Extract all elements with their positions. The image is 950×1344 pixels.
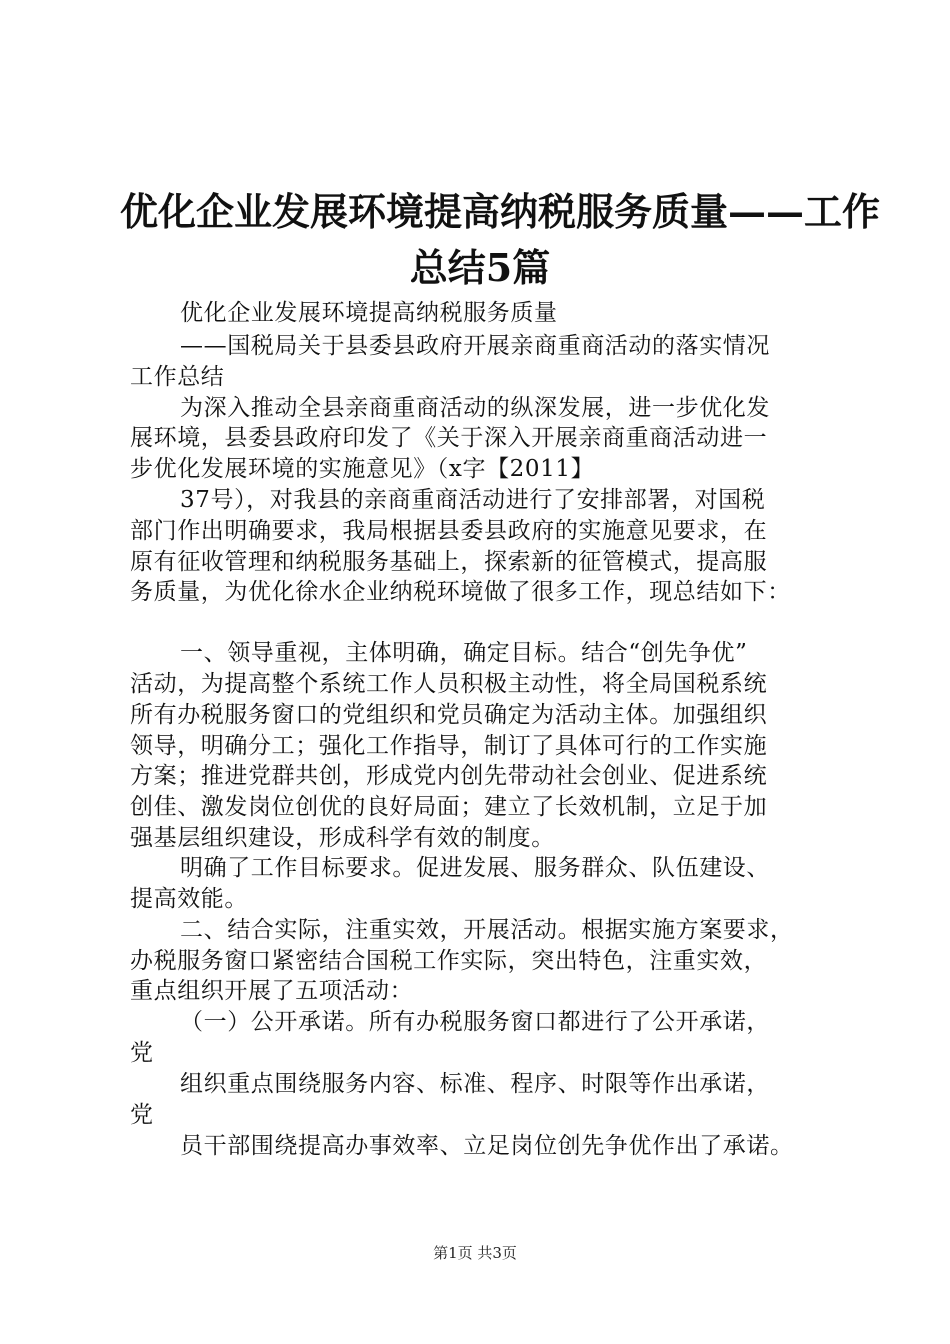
subtitle-line: ——国税局关于县委县政府开展亲商重商活动的落实情况 <box>180 333 770 359</box>
page-number-footer: 第1页 共3页 <box>433 1244 517 1262</box>
paragraph-line: 明确了工作目标要求。促进发展、服务群众、队伍建设、 <box>180 855 770 881</box>
paragraph-line: 党 <box>130 1102 154 1128</box>
paragraph-line: 强基层组织建设，形成科学有效的制度。 <box>130 825 555 851</box>
paragraph-line: 创佳、激发岗位创优的良好局面；建立了长效机制，立足于加 <box>130 794 768 820</box>
paragraph-line: 活动，为提高整个系统工作人员积极主动性，将全局国税系统 <box>130 671 768 697</box>
paragraph-line: 37号），对我县的亲商重商活动进行了安排部署，对国税 <box>180 487 766 513</box>
paragraph-line: 展环境，县委县政府印发了《关于深入开展亲商重商活动进一 <box>130 425 768 451</box>
paragraph-line: （一）公开承诺。所有办税服务窗口都进行了公开承诺， <box>180 1009 770 1035</box>
paragraph-line: 部门作出明确要求，我局根据县委县政府的实施意见要求，在 <box>130 518 768 544</box>
paragraph-line: 步优化发展环境的实施意见》（x字【2011】 <box>130 456 595 482</box>
document-title-line-1: 优化企业发展环境提高纳税服务质量——工作 <box>120 189 881 234</box>
paragraph-line: 务质量，为优化徐水企业纳税环境做了很多工作，现总结如下： <box>130 579 791 605</box>
paragraph-line: 员干部围绕提高办事效率、立足岗位创先争优作出了承诺。 <box>180 1133 794 1159</box>
paragraph-line: 原有征收管理和纳税服务基础上，探索新的征管模式，提高服 <box>130 549 768 575</box>
paragraph-line: 为深入推动全县亲商重商活动的纵深发展，进一步优化发 <box>180 395 770 421</box>
paragraph-line: 党 <box>130 1040 154 1066</box>
paragraph-line: 所有办税服务窗口的党组织和党员确定为活动主体。加强组织 <box>130 702 768 728</box>
document-title-line-2: 总结5篇 <box>409 245 551 290</box>
paragraph-line: 方案；推进党群共创，形成党内创先带动社会创业、促进系统 <box>130 763 768 789</box>
subtitle-line: 优化企业发展环境提高纳税服务质量 <box>180 300 558 326</box>
paragraph-line: 二、结合实际，注重实效，开展活动。根据实施方案要求， <box>180 917 794 943</box>
subtitle-line: 工作总结 <box>130 364 225 390</box>
paragraph-line: 办税服务窗口紧密结合国税工作实际，突出特色，注重实效， <box>130 948 768 974</box>
paragraph-line: 提高效能。 <box>130 886 248 912</box>
paragraph-line: 组织重点围绕服务内容、标准、程序、时限等作出承诺， <box>180 1071 770 1097</box>
paragraph-line: 重点组织开展了五项活动： <box>130 978 414 1004</box>
paragraph-line: 一、领导重视，主体明确，确定目标。结合“创先争优” <box>180 640 748 666</box>
paragraph-line: 领导，明确分工；强化工作指导，制订了具体可行的工作实施 <box>130 733 768 759</box>
